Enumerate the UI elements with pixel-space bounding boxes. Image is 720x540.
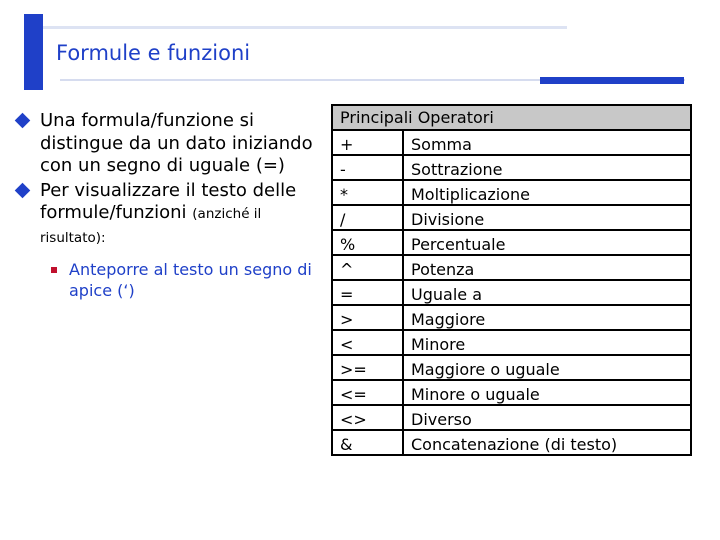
operator-symbol: * — [332, 180, 403, 205]
operator-description: Maggiore — [403, 305, 691, 330]
table-row — [332, 355, 691, 380]
operator-description: Uguale a — [403, 280, 691, 305]
table-row — [332, 305, 691, 330]
operator-symbol: % — [332, 230, 403, 255]
operators-table — [331, 104, 692, 456]
operator-symbol: >= — [332, 355, 403, 380]
bullet-item — [14, 110, 319, 178]
table-row — [332, 205, 691, 230]
title-rule-top — [43, 26, 567, 29]
bullet-text: Per visualizzare il testo delle formule/funzioni — [40, 179, 297, 223]
table-row — [332, 280, 691, 305]
operator-description: Minore — [403, 330, 691, 355]
operator-symbol: + — [332, 130, 403, 155]
operator-description: Diverso — [403, 405, 691, 430]
diamond-bullet-icon — [15, 113, 31, 129]
bullet-list — [14, 110, 319, 301]
table-row — [332, 230, 691, 255]
title-rule-block — [540, 77, 684, 84]
operator-symbol: = — [332, 280, 403, 305]
sub-bullet-item — [14, 259, 319, 301]
operator-description: Potenza — [403, 255, 691, 280]
operator-description: Minore o uguale — [403, 380, 691, 405]
bullet-text: Una formula/funzione si distingue da un dato iniziando con un segno di uguale (=) — [40, 110, 313, 176]
operator-description: Divisione — [403, 205, 691, 230]
table-row — [332, 180, 691, 205]
operator-symbol: < — [332, 330, 403, 355]
table-header-row — [332, 105, 691, 130]
title-accent-bar — [24, 14, 43, 90]
operator-description: Somma — [403, 130, 691, 155]
operator-symbol: > — [332, 305, 403, 330]
operator-description: Percentuale — [403, 230, 691, 255]
operator-symbol: <= — [332, 380, 403, 405]
operator-description: Moltiplicazione — [403, 180, 691, 205]
slide-title: Formule e funzioni — [56, 41, 251, 65]
table-row — [332, 255, 691, 280]
table-row — [332, 405, 691, 430]
sub-bullet-text: Anteporre al testo un segno di apice (‘) — [69, 260, 312, 300]
table-header: Principali Operatori — [332, 105, 691, 130]
operator-symbol: <> — [332, 405, 403, 430]
operator-symbol: ^ — [332, 255, 403, 280]
operator-symbol: - — [332, 155, 403, 180]
bullet-item — [14, 180, 319, 250]
operator-description: Sottrazione — [403, 155, 691, 180]
operator-description: Maggiore o uguale — [403, 355, 691, 380]
diamond-bullet-icon — [15, 182, 31, 198]
operator-description: Concatenazione (di testo) — [403, 430, 691, 455]
table-row — [332, 330, 691, 355]
table-row — [332, 155, 691, 180]
operator-symbol: & — [332, 430, 403, 455]
bullet-note: (anziché il risultato): — [40, 206, 262, 246]
square-bullet-icon — [51, 267, 57, 273]
table-row — [332, 380, 691, 405]
table-row — [332, 130, 691, 155]
operator-symbol: / — [332, 205, 403, 230]
table-row — [332, 430, 691, 455]
